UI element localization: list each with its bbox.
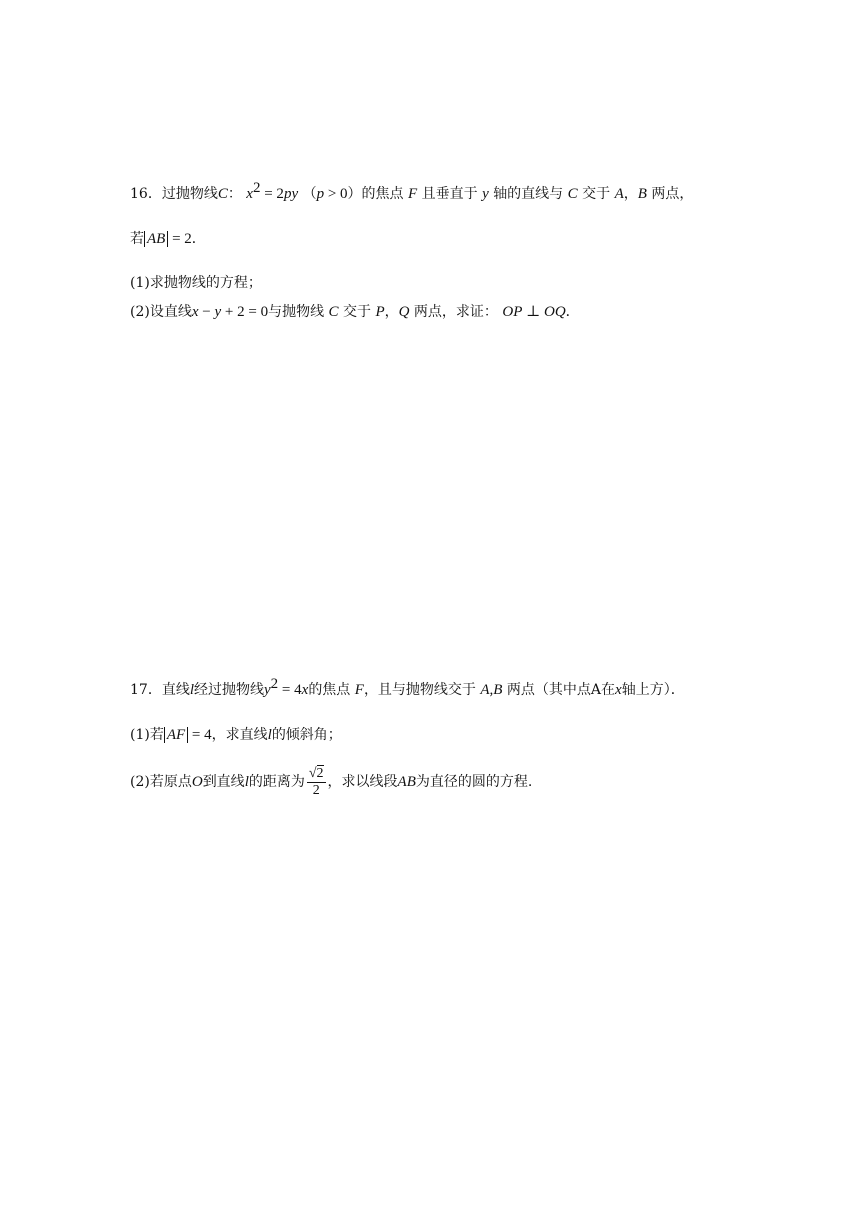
q17-math: O [191, 774, 203, 790]
q16-math: Q [398, 304, 410, 320]
q17-math: l [267, 727, 272, 743]
q17-text: (1)若 [130, 727, 164, 743]
q17-text: 直线 [161, 682, 190, 698]
q16-text: 过抛物线 [161, 186, 218, 202]
q17-fraction [307, 765, 326, 799]
q16-part2 [130, 302, 580, 322]
q16-stem-line1 [130, 180, 694, 204]
q16-text: ， [384, 304, 399, 320]
q16-math: x [246, 186, 253, 202]
q16-math: C [328, 304, 339, 320]
q17-math: = 4 [278, 682, 302, 698]
q16-math: B [637, 186, 647, 202]
q17-math: AB [397, 774, 416, 790]
q16-math: py [283, 186, 299, 202]
q17-part1 [130, 725, 342, 745]
q16-text: 轴的直线与 [493, 186, 564, 202]
q16-math: y [214, 304, 222, 320]
q17-text: 为直径的圆的方程. [415, 774, 533, 790]
q16-text: 交于 [343, 304, 371, 320]
q16-math: = 2 [168, 231, 192, 247]
q17-text: ，且与抛物线交于 [363, 682, 476, 698]
q17-number: 17． [130, 682, 162, 698]
q16-text: （ [302, 186, 317, 202]
q16-number: 16． [130, 186, 162, 202]
q16-stem-line2 [130, 229, 206, 249]
q16-math: − [198, 304, 215, 320]
q17-stem [130, 676, 685, 700]
q16-math: A [614, 186, 624, 202]
q17-math: x [301, 682, 309, 698]
sqrt-icon: √ [308, 766, 317, 781]
q17-text: 的焦点 [308, 682, 351, 698]
q16-text: ． [191, 231, 206, 247]
q16-text: (2)设直线 [130, 304, 192, 320]
q16-math: ⊥ [522, 304, 544, 320]
q16-text: ） [347, 186, 362, 202]
q16-math: OQ [543, 304, 566, 320]
q16-math: P [375, 304, 385, 320]
q17-text: 的倾斜角； [271, 727, 342, 743]
q16-abs-ab: AB [144, 231, 168, 247]
q17-text: ，求以线段 [327, 774, 398, 790]
q17-fraction-denominator: 2 [312, 783, 320, 798]
q17-text: 的距离为 [248, 774, 305, 790]
q17-math: l [244, 774, 249, 790]
q17-math: A,B [480, 682, 503, 698]
q16-text: ， [623, 186, 638, 202]
q16-math: + 2 = 0 [221, 304, 269, 320]
q16-part1-text: (1)求抛物线的方程； [130, 275, 262, 291]
q17-math: y [264, 682, 271, 698]
q16-text: ： [227, 186, 242, 202]
q17-text: 轴上方）． [621, 682, 685, 698]
q16-math: x [191, 304, 199, 320]
q16-part1 [130, 273, 262, 293]
q16-math: = 2 [260, 186, 284, 202]
q16-text: ． [565, 304, 580, 320]
q17-text: 两点（其中点A在 [506, 682, 616, 698]
q17-math: l [189, 682, 194, 698]
q16-text: 若 [130, 231, 144, 247]
q16-text: 与抛物线 [268, 304, 325, 320]
q16-text: 且垂直于 [421, 186, 478, 202]
q17-math: 2 [316, 766, 324, 781]
q16-text: 的焦点 [361, 186, 404, 202]
q16-math: p [316, 186, 325, 202]
q16-text: 两点，求证： [413, 304, 498, 320]
q17-text: ，求直线 [211, 727, 268, 743]
q17-text: 经过抛物线 [194, 682, 264, 698]
q16-math: 2 [252, 180, 261, 196]
q17-text: (2)若原点 [130, 774, 192, 790]
q17-math: = 4 [188, 727, 212, 743]
q17-part2 [130, 762, 532, 802]
q17-math: 2 [270, 676, 279, 692]
q17-fraction-numerator [307, 765, 326, 783]
q16-text: 两点， [651, 186, 694, 202]
q16-math: OP [502, 304, 523, 320]
q16-math: F [407, 186, 418, 202]
q16-math: C [567, 186, 578, 202]
q16-math: > 0 [324, 186, 348, 202]
q16-math: y [482, 186, 489, 202]
q16-math: C [217, 186, 228, 202]
q16-text: 交于 [582, 186, 611, 202]
q17-math: F [354, 682, 364, 698]
q17-abs-af: AF [164, 727, 188, 743]
q17-text: 到直线 [202, 774, 245, 790]
q17-math: x [615, 682, 622, 698]
